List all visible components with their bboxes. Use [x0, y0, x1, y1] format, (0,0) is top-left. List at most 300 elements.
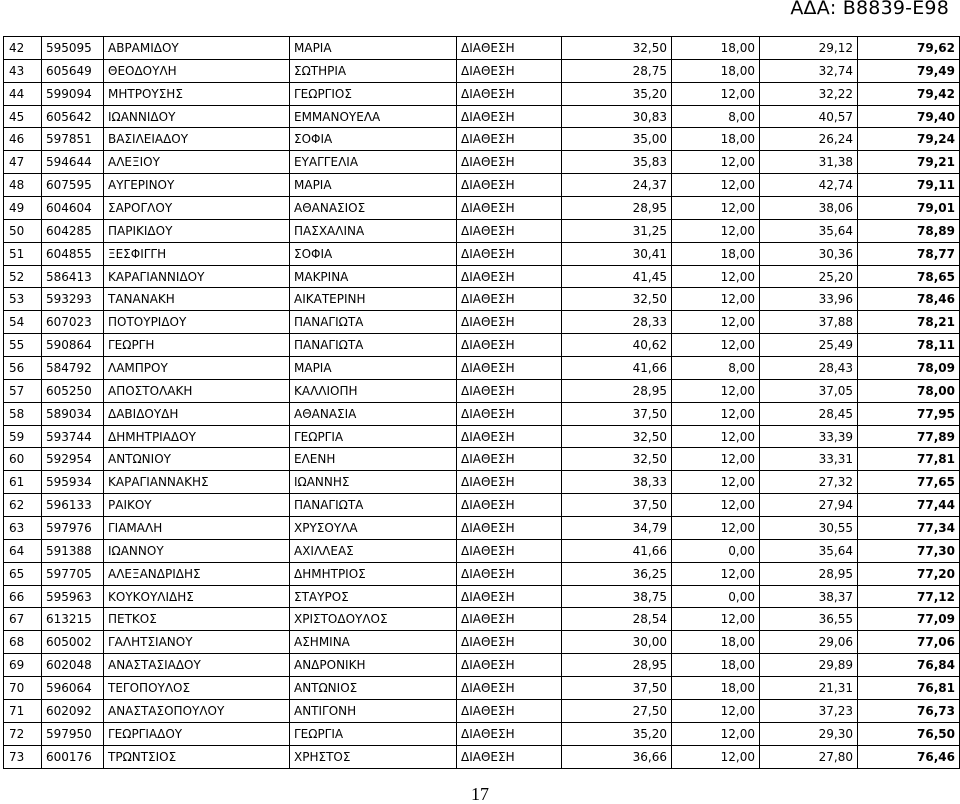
surname-cell: ΠΕΤΚΟΣ: [104, 608, 290, 631]
score-cell: 37,50: [562, 402, 672, 425]
status-cell: ΔΙΑΘΕΣΗ: [457, 82, 562, 105]
first-name-cell: ΧΡΥΣΟΥΛΑ: [290, 517, 457, 540]
total-cell: 79,62: [858, 37, 960, 60]
table-row: [4, 197, 960, 220]
ada-code: ΑΔΑ: Β8839-Ε98: [790, 0, 949, 19]
first-name-cell: ΜΑΡΙΑ: [290, 174, 457, 197]
bonus-cell: 12,00: [672, 494, 760, 517]
rank-cell: 71: [4, 699, 42, 722]
total-cell: 76,50: [858, 722, 960, 745]
bonus-cell: 18,00: [672, 654, 760, 677]
registry-number-cell: 605642: [42, 105, 104, 128]
points-cell: 42,74: [760, 174, 858, 197]
first-name-cell: ΑΘΑΝΑΣΙΑ: [290, 402, 457, 425]
status-cell: ΔΙΑΘΕΣΗ: [457, 59, 562, 82]
registry-number-cell: 594644: [42, 151, 104, 174]
bonus-cell: 12,00: [672, 562, 760, 585]
rank-cell: 56: [4, 357, 42, 380]
status-cell: ΔΙΑΘΕΣΗ: [457, 379, 562, 402]
score-cell: 27,50: [562, 699, 672, 722]
table-row: [4, 722, 960, 745]
rank-cell: 49: [4, 197, 42, 220]
first-name-cell: ΜΑΚΡΙΝΑ: [290, 265, 457, 288]
table-row: [4, 562, 960, 585]
surname-cell: ΤΡΩΝΤΣΙΟΣ: [104, 745, 290, 768]
surname-cell: ΒΑΣΙΛΕΙΑΔΟΥ: [104, 128, 290, 151]
points-cell: 25,20: [760, 265, 858, 288]
score-cell: 30,83: [562, 105, 672, 128]
registry-number-cell: 605649: [42, 59, 104, 82]
status-cell: ΔΙΑΘΕΣΗ: [457, 37, 562, 60]
surname-cell: ΚΑΡΑΓΙΑΝΝΙΔΟΥ: [104, 265, 290, 288]
table-row: [4, 242, 960, 265]
table-row: [4, 402, 960, 425]
rank-cell: 64: [4, 539, 42, 562]
total-cell: 79,40: [858, 105, 960, 128]
rank-cell: 70: [4, 677, 42, 700]
first-name-cell: ΑΝΤΩΝΙΟΣ: [290, 677, 457, 700]
rank-cell: 44: [4, 82, 42, 105]
bonus-cell: 12,00: [672, 265, 760, 288]
points-cell: 27,94: [760, 494, 858, 517]
total-cell: 77,09: [858, 608, 960, 631]
table-row: [4, 219, 960, 242]
rank-cell: 53: [4, 288, 42, 311]
score-cell: 36,66: [562, 745, 672, 768]
surname-cell: ΚΟΥΚΟΥΛΙΔΗΣ: [104, 585, 290, 608]
total-cell: 78,89: [858, 219, 960, 242]
status-cell: ΔΙΑΘΕΣΗ: [457, 677, 562, 700]
registry-number-cell: 589034: [42, 402, 104, 425]
registry-number-cell: 604604: [42, 197, 104, 220]
score-cell: 28,95: [562, 197, 672, 220]
points-cell: 30,36: [760, 242, 858, 265]
surname-cell: ΛΑΜΠΡΟΥ: [104, 357, 290, 380]
registry-number-cell: 596133: [42, 494, 104, 517]
status-cell: ΔΙΑΘΕΣΗ: [457, 242, 562, 265]
first-name-cell: ΠΑΝΑΓΙΩΤΑ: [290, 311, 457, 334]
points-cell: 28,45: [760, 402, 858, 425]
rank-cell: 55: [4, 334, 42, 357]
first-name-cell: ΜΑΡΙΑ: [290, 37, 457, 60]
table-row: [4, 539, 960, 562]
table-row: [4, 585, 960, 608]
rank-cell: 52: [4, 265, 42, 288]
table-row: [4, 357, 960, 380]
total-cell: 79,24: [858, 128, 960, 151]
points-cell: 33,39: [760, 425, 858, 448]
registry-number-cell: 595963: [42, 585, 104, 608]
status-cell: ΔΙΑΘΕΣΗ: [457, 174, 562, 197]
bonus-cell: 8,00: [672, 357, 760, 380]
total-cell: 78,11: [858, 334, 960, 357]
table-row: [4, 608, 960, 631]
surname-cell: ΙΩΑΝΝΙΔΟΥ: [104, 105, 290, 128]
first-name-cell: ΔΗΜΗΤΡΙΟΣ: [290, 562, 457, 585]
bonus-cell: 18,00: [672, 677, 760, 700]
bonus-cell: 12,00: [672, 722, 760, 745]
rank-cell: 59: [4, 425, 42, 448]
registry-number-cell: 593744: [42, 425, 104, 448]
bonus-cell: 12,00: [672, 151, 760, 174]
score-cell: 37,50: [562, 677, 672, 700]
table-row: [4, 82, 960, 105]
score-cell: 35,83: [562, 151, 672, 174]
first-name-cell: ΣΤΑΥΡΟΣ: [290, 585, 457, 608]
table-row: [4, 425, 960, 448]
rank-cell: 42: [4, 37, 42, 60]
registry-number-cell: 596064: [42, 677, 104, 700]
total-cell: 77,44: [858, 494, 960, 517]
score-cell: 35,00: [562, 128, 672, 151]
rank-cell: 47: [4, 151, 42, 174]
surname-cell: ΑΠΟΣΤΟΛΑΚΗ: [104, 379, 290, 402]
total-cell: 77,95: [858, 402, 960, 425]
status-cell: ΔΙΑΘΕΣΗ: [457, 197, 562, 220]
surname-cell: ΔΗΜΗΤΡΙΑΔΟΥ: [104, 425, 290, 448]
bonus-cell: 12,00: [672, 197, 760, 220]
bonus-cell: 12,00: [672, 334, 760, 357]
score-cell: 31,25: [562, 219, 672, 242]
table-row: [4, 334, 960, 357]
status-cell: ΔΙΑΘΕΣΗ: [457, 105, 562, 128]
rank-cell: 65: [4, 562, 42, 585]
total-cell: 78,65: [858, 265, 960, 288]
score-cell: 35,20: [562, 82, 672, 105]
surname-cell: ΑΒΡΑΜΙΔΟΥ: [104, 37, 290, 60]
score-cell: 32,50: [562, 448, 672, 471]
total-cell: 79,11: [858, 174, 960, 197]
surname-cell: ΑΝΑΣΤΑΣΙΑΔΟΥ: [104, 654, 290, 677]
bonus-cell: 12,00: [672, 745, 760, 768]
bonus-cell: 12,00: [672, 425, 760, 448]
registry-number-cell: 604855: [42, 242, 104, 265]
first-name-cell: ΑΘΑΝΑΣΙΟΣ: [290, 197, 457, 220]
first-name-cell: ΣΟΦΙΑ: [290, 242, 457, 265]
score-cell: 32,50: [562, 425, 672, 448]
points-cell: 29,30: [760, 722, 858, 745]
rank-cell: 48: [4, 174, 42, 197]
rank-cell: 72: [4, 722, 42, 745]
first-name-cell: ΓΕΩΡΓΙΑ: [290, 425, 457, 448]
surname-cell: ΓΕΩΡΓΙΑΔΟΥ: [104, 722, 290, 745]
surname-cell: ΓΙΑΜΑΛΗ: [104, 517, 290, 540]
rank-cell: 62: [4, 494, 42, 517]
rank-cell: 67: [4, 608, 42, 631]
points-cell: 21,31: [760, 677, 858, 700]
bonus-cell: 0,00: [672, 585, 760, 608]
rank-cell: 58: [4, 402, 42, 425]
status-cell: ΔΙΑΘΕΣΗ: [457, 562, 562, 585]
first-name-cell: ΠΑΝΑΓΙΩΤΑ: [290, 334, 457, 357]
score-cell: 38,33: [562, 471, 672, 494]
points-cell: 37,88: [760, 311, 858, 334]
total-cell: 79,01: [858, 197, 960, 220]
page-number: 17: [471, 784, 489, 804]
first-name-cell: ΓΕΩΡΓΙΟΣ: [290, 82, 457, 105]
points-cell: 35,64: [760, 219, 858, 242]
score-cell: 28,95: [562, 654, 672, 677]
first-name-cell: ΕΥΑΓΓΕΛΙΑ: [290, 151, 457, 174]
score-cell: 41,66: [562, 357, 672, 380]
registry-number-cell: 602092: [42, 699, 104, 722]
points-cell: 27,32: [760, 471, 858, 494]
first-name-cell: ΙΩΑΝΝΗΣ: [290, 471, 457, 494]
first-name-cell: ΣΟΦΙΑ: [290, 128, 457, 151]
table-row: [4, 494, 960, 517]
points-cell: 40,57: [760, 105, 858, 128]
first-name-cell: ΠΑΝΑΓΙΩΤΑ: [290, 494, 457, 517]
status-cell: ΔΙΑΘΕΣΗ: [457, 128, 562, 151]
registry-number-cell: 597705: [42, 562, 104, 585]
registry-number-cell: 602048: [42, 654, 104, 677]
status-cell: ΔΙΑΘΕΣΗ: [457, 425, 562, 448]
rank-cell: 50: [4, 219, 42, 242]
score-cell: 28,33: [562, 311, 672, 334]
total-cell: 78,09: [858, 357, 960, 380]
bonus-cell: 12,00: [672, 379, 760, 402]
first-name-cell: ΑΧΙΛΛΕΑΣ: [290, 539, 457, 562]
rank-cell: 45: [4, 105, 42, 128]
score-cell: 28,54: [562, 608, 672, 631]
registry-number-cell: 590864: [42, 334, 104, 357]
surname-cell: ΑΛΕΞΑΝΔΡΙΔΗΣ: [104, 562, 290, 585]
registry-number-cell: 599094: [42, 82, 104, 105]
score-cell: 38,75: [562, 585, 672, 608]
score-cell: 32,50: [562, 37, 672, 60]
table-row: [4, 677, 960, 700]
first-name-cell: ΚΑΛΛΙΟΠΗ: [290, 379, 457, 402]
first-name-cell: ΠΑΣΧΑΛΙΝΑ: [290, 219, 457, 242]
rank-cell: 51: [4, 242, 42, 265]
table-row: [4, 288, 960, 311]
rank-cell: 68: [4, 631, 42, 654]
surname-cell: ΑΥΓΕΡΙΝΟΥ: [104, 174, 290, 197]
first-name-cell: ΜΑΡΙΑ: [290, 357, 457, 380]
points-cell: 32,74: [760, 59, 858, 82]
total-cell: 78,00: [858, 379, 960, 402]
registry-number-cell: 597976: [42, 517, 104, 540]
table-row: [4, 448, 960, 471]
table-row: [4, 37, 960, 60]
points-cell: 29,06: [760, 631, 858, 654]
score-cell: 32,50: [562, 288, 672, 311]
bonus-cell: 12,00: [672, 448, 760, 471]
bonus-cell: 12,00: [672, 517, 760, 540]
score-cell: 30,00: [562, 631, 672, 654]
status-cell: ΔΙΑΘΕΣΗ: [457, 151, 562, 174]
points-cell: 37,23: [760, 699, 858, 722]
table-row: [4, 631, 960, 654]
bonus-cell: 12,00: [672, 174, 760, 197]
registry-number-cell: 586413: [42, 265, 104, 288]
registry-number-cell: 595934: [42, 471, 104, 494]
table-row: [4, 128, 960, 151]
score-cell: 40,62: [562, 334, 672, 357]
total-cell: 77,06: [858, 631, 960, 654]
bonus-cell: 18,00: [672, 59, 760, 82]
first-name-cell: ΕΜΜΑΝΟΥΕΛΑ: [290, 105, 457, 128]
status-cell: ΔΙΑΘΕΣΗ: [457, 448, 562, 471]
table-row: [4, 105, 960, 128]
table-row: [4, 174, 960, 197]
rank-cell: 66: [4, 585, 42, 608]
surname-cell: ΑΝΑΣΤΑΣΟΠΟΥΛΟΥ: [104, 699, 290, 722]
table-row: [4, 517, 960, 540]
status-cell: ΔΙΑΘΕΣΗ: [457, 471, 562, 494]
surname-cell: ΞΕΣΦΙΓΓΗ: [104, 242, 290, 265]
status-cell: ΔΙΑΘΕΣΗ: [457, 654, 562, 677]
bonus-cell: 12,00: [672, 471, 760, 494]
total-cell: 76,73: [858, 699, 960, 722]
surname-cell: ΠΟΤΟΥΡΙΔΟΥ: [104, 311, 290, 334]
surname-cell: ΡΑΙΚΟΥ: [104, 494, 290, 517]
first-name-cell: ΣΩΤΗΡΙΑ: [290, 59, 457, 82]
bonus-cell: 12,00: [672, 288, 760, 311]
points-cell: 35,64: [760, 539, 858, 562]
status-cell: ΔΙΑΘΕΣΗ: [457, 608, 562, 631]
status-cell: ΔΙΑΘΕΣΗ: [457, 631, 562, 654]
rank-cell: 43: [4, 59, 42, 82]
first-name-cell: ΑΙΚΑΤΕΡΙΝΗ: [290, 288, 457, 311]
rank-cell: 57: [4, 379, 42, 402]
status-cell: ΔΙΑΘΕΣΗ: [457, 311, 562, 334]
bonus-cell: 12,00: [672, 699, 760, 722]
status-cell: ΔΙΑΘΕΣΗ: [457, 699, 562, 722]
points-cell: 37,05: [760, 379, 858, 402]
table-body: [4, 37, 960, 769]
score-cell: 37,50: [562, 494, 672, 517]
surname-cell: ΑΝΤΩΝΙΟΥ: [104, 448, 290, 471]
first-name-cell: ΧΡΙΣΤΟΔΟΥΛΟΣ: [290, 608, 457, 631]
points-cell: 38,06: [760, 197, 858, 220]
total-cell: 77,12: [858, 585, 960, 608]
status-cell: ΔΙΑΘΕΣΗ: [457, 517, 562, 540]
table-row: [4, 654, 960, 677]
registry-number-cell: 597950: [42, 722, 104, 745]
registry-number-cell: 600176: [42, 745, 104, 768]
bonus-cell: 0,00: [672, 539, 760, 562]
total-cell: 79,21: [858, 151, 960, 174]
registry-number-cell: 607023: [42, 311, 104, 334]
registry-number-cell: 607595: [42, 174, 104, 197]
first-name-cell: ΑΝΤΙΓΟΝΗ: [290, 699, 457, 722]
score-cell: 34,79: [562, 517, 672, 540]
points-cell: 30,55: [760, 517, 858, 540]
surname-cell: ΑΛΕΞΙΟΥ: [104, 151, 290, 174]
status-cell: ΔΙΑΘΕΣΗ: [457, 494, 562, 517]
registry-number-cell: 604285: [42, 219, 104, 242]
rank-cell: 54: [4, 311, 42, 334]
points-cell: 32,22: [760, 82, 858, 105]
rank-cell: 46: [4, 128, 42, 151]
table-row: [4, 151, 960, 174]
total-cell: 77,65: [858, 471, 960, 494]
status-cell: ΔΙΑΘΕΣΗ: [457, 722, 562, 745]
status-cell: ΔΙΑΘΕΣΗ: [457, 539, 562, 562]
registry-number-cell: 605002: [42, 631, 104, 654]
bonus-cell: 18,00: [672, 631, 760, 654]
first-name-cell: ΓΕΩΡΓΙΑ: [290, 722, 457, 745]
score-cell: 41,66: [562, 539, 672, 562]
points-cell: 38,37: [760, 585, 858, 608]
points-cell: 28,43: [760, 357, 858, 380]
score-cell: 35,20: [562, 722, 672, 745]
registry-number-cell: 593293: [42, 288, 104, 311]
first-name-cell: ΧΡΗΣΤΟΣ: [290, 745, 457, 768]
status-cell: ΔΙΑΘΕΣΗ: [457, 334, 562, 357]
score-cell: 30,41: [562, 242, 672, 265]
registry-number-cell: 597851: [42, 128, 104, 151]
table-row: [4, 59, 960, 82]
surname-cell: ΜΗΤΡΟΥΣΗΣ: [104, 82, 290, 105]
points-cell: 26,24: [760, 128, 858, 151]
total-cell: 78,77: [858, 242, 960, 265]
rank-cell: 60: [4, 448, 42, 471]
score-cell: 28,95: [562, 379, 672, 402]
surname-cell: ΚΑΡΑΓΙΑΝΝΑΚΗΣ: [104, 471, 290, 494]
bonus-cell: 12,00: [672, 82, 760, 105]
surname-cell: ΠΑΡΙΚΙΔΟΥ: [104, 219, 290, 242]
points-cell: 29,89: [760, 654, 858, 677]
score-cell: 36,25: [562, 562, 672, 585]
total-cell: 77,34: [858, 517, 960, 540]
bonus-cell: 12,00: [672, 219, 760, 242]
status-cell: ΔΙΑΘΕΣΗ: [457, 265, 562, 288]
table-row: [4, 379, 960, 402]
rank-cell: 61: [4, 471, 42, 494]
status-cell: ΔΙΑΘΕΣΗ: [457, 357, 562, 380]
registry-number-cell: 591388: [42, 539, 104, 562]
table-row: [4, 265, 960, 288]
rank-cell: 69: [4, 654, 42, 677]
registry-number-cell: 584792: [42, 357, 104, 380]
points-cell: 33,96: [760, 288, 858, 311]
surname-cell: ΙΩΑΝΝΟΥ: [104, 539, 290, 562]
bonus-cell: 18,00: [672, 128, 760, 151]
surname-cell: ΣΑΡΟΓΛΟΥ: [104, 197, 290, 220]
bonus-cell: 12,00: [672, 311, 760, 334]
bonus-cell: 12,00: [672, 608, 760, 631]
total-cell: 77,30: [858, 539, 960, 562]
status-cell: ΔΙΑΘΕΣΗ: [457, 219, 562, 242]
points-cell: 27,80: [760, 745, 858, 768]
table-row: [4, 699, 960, 722]
score-cell: 41,45: [562, 265, 672, 288]
points-cell: 29,12: [760, 37, 858, 60]
results-table: [3, 36, 960, 769]
registry-number-cell: 592954: [42, 448, 104, 471]
surname-cell: ΓΑΛΗΤΣΙΑΝΟΥ: [104, 631, 290, 654]
table-row: [4, 471, 960, 494]
total-cell: 77,89: [858, 425, 960, 448]
status-cell: ΔΙΑΘΕΣΗ: [457, 288, 562, 311]
rank-cell: 63: [4, 517, 42, 540]
bonus-cell: 8,00: [672, 105, 760, 128]
bonus-cell: 18,00: [672, 37, 760, 60]
total-cell: 77,20: [858, 562, 960, 585]
table-row: [4, 745, 960, 768]
first-name-cell: ΑΝΔΡΟΝΙΚΗ: [290, 654, 457, 677]
score-cell: 24,37: [562, 174, 672, 197]
total-cell: 76,81: [858, 677, 960, 700]
total-cell: 79,42: [858, 82, 960, 105]
status-cell: ΔΙΑΘΕΣΗ: [457, 585, 562, 608]
registry-number-cell: 595095: [42, 37, 104, 60]
points-cell: 33,31: [760, 448, 858, 471]
surname-cell: ΔΑΒΙΔΟΥΔΗ: [104, 402, 290, 425]
total-cell: 76,46: [858, 745, 960, 768]
